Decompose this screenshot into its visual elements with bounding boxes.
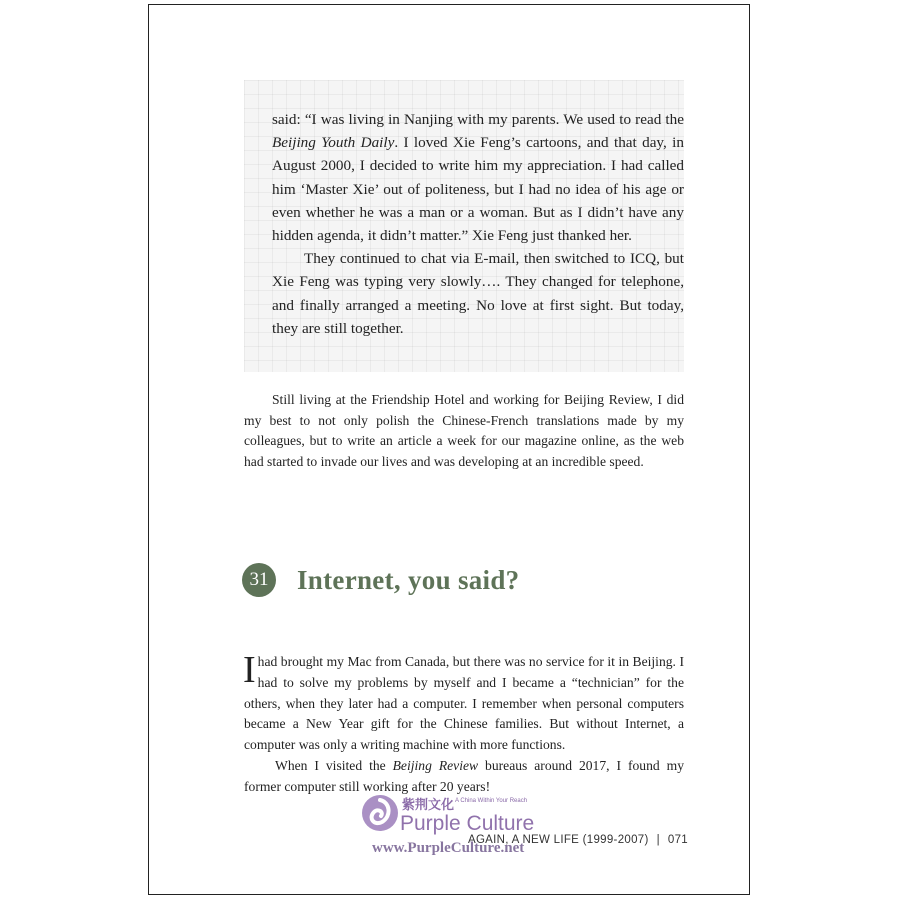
body-text-1: [244, 390, 684, 472]
drop-cap: I: [243, 649, 256, 691]
body-text-2: [243, 649, 684, 798]
chapter-heading: [242, 560, 702, 600]
quote-paragraph-1: said: “I was living in Nanjing with my parents. We used to read the Beijing Youth Daily. I loved Xie Feng’s cartoons, and that day, in August 2000, I decided to write him my appreciation. I had called him ‘Master Xie’ out of politeness, but I had no idea of his age or even whether he was a man or a woman. But as I didn’t have any hidden agenda, it didn’t matter.” Xie Feng just thanked her.: [272, 111, 684, 245]
watermark-name: Purple Culture: [400, 812, 535, 835]
page-number: 071: [667, 834, 688, 846]
quote-text: [272, 108, 684, 340]
footer-section-title: AGAIN, A NEW LIFE (1999-2007): [467, 834, 649, 846]
body-paragraph: Still living at the Friendship Hotel and working for Beijing Review, I did my best to not only polish the Chinese-French translations made by my colleagues, but to write an article a week for our magazine online, as the web had started to invade our lives and was developing at an incredible speed.: [244, 392, 684, 469]
chapter-title: Internet, you said?: [297, 564, 520, 595]
watermark-url: www.PurpleCulture.net: [372, 840, 525, 856]
body-paragraph-2: When I visited the Beijing Review bureaus around 2017, I found my former computer still working after 20 years!: [244, 757, 684, 794]
footer-separator: |: [656, 834, 660, 846]
watermark-chinese: 紫荆文化: [402, 798, 455, 813]
quote-paragraph-2: They continued to chat via E-mail, then switched to ICQ, but Xie Feng was typing very slowly…. They changed for telephone, and finally arranged a meeting. No love at first sight. But today, they are still together.: [272, 250, 684, 337]
body-paragraph-1: Ihad brought my Mac from Canada, but there was no service for it in Beijing. I had to solve my problems by myself and I became a “technician” for the others, when they later had a computer. I remember when personal computers became a New Year gift for the Chinese families. But without Internet, a computer was only a writing machine with more functions.: [243, 649, 684, 753]
newspaper-title: Beijing Youth Daily: [272, 134, 395, 152]
chapter-number-badge: 31: [242, 563, 276, 597]
watermark-tagline: A China Within Your Reach: [455, 798, 528, 804]
page-footer: [468, 834, 688, 846]
magazine-title: Beijing Review: [392, 757, 479, 773]
